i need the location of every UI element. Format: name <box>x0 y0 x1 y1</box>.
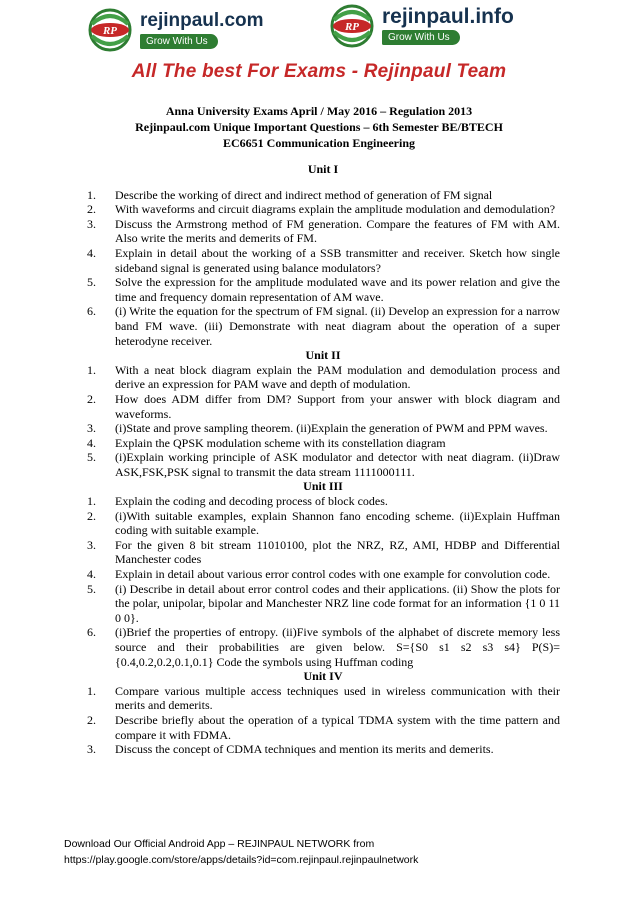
question-item <box>86 450 560 479</box>
question-number: 3. <box>87 742 96 757</box>
question-text: (i)Brief the properties of entropy. (ii)Five symbols of the alphabet of discrete memory less source and their probabilities are given below. S={S0 s1 s2 s3 s4} P(S)={0.4,0.2,0.2,0.1,0.1} Code the symbols using Huffman coding <box>115 625 560 669</box>
question-text: (i)State and prove sampling theorem. (ii)Explain the generation of PWM and PPM waves. <box>115 421 548 436</box>
question-number: 1. <box>87 683 96 698</box>
question-text: Describe briefly about the operation of a typical TDMA system with the time pattern and compare it with FDMA. <box>115 712 560 742</box>
question-item <box>86 582 560 626</box>
question-item <box>86 275 560 304</box>
footer <box>64 836 418 868</box>
question-item <box>86 713 560 742</box>
question-item <box>86 246 560 275</box>
question-number: 1. <box>87 362 96 377</box>
question-text: Discuss the concept of CDMA techniques and mention its merits and demerits. <box>115 742 494 757</box>
logo-name: rejinpaul.info <box>382 5 514 28</box>
question-item <box>86 392 560 421</box>
question-number: 2. <box>87 712 96 727</box>
emblem-text: RP <box>102 25 118 37</box>
question-item <box>86 625 560 669</box>
question-text: (i) Describe in detail about error control codes and their applications. (ii) Show the plots for the polar, unipolar, bipolar and Manchester NRZ line code format for an information {1 0 11 0 0}. <box>115 581 560 625</box>
unit-heading: Unit IV <box>303 669 343 684</box>
question-number: 5. <box>87 450 96 465</box>
question-number: 1. <box>87 187 96 202</box>
question-text: With waveforms and circuit diagrams explain the amplitude modulation and demodulation? <box>115 202 556 217</box>
question-number: 1. <box>87 494 96 509</box>
question-number: 3. <box>87 216 96 231</box>
question-text: (i)With suitable examples, explain Shannon fano encoding scheme. (ii)Explain Huffman coding with suitable example. <box>115 508 560 538</box>
question-item <box>86 436 560 451</box>
question-number: 4. <box>87 567 96 582</box>
logo-tagline: Grow With Us <box>382 30 460 45</box>
footer-link[interactable]: https://play.google.com/store/apps/details?id=com.rejinpaul.rejinpaulnetwork <box>64 854 419 866</box>
question-number: 6. <box>87 304 96 319</box>
subject-title: EC6651 Communication Engineering <box>222 136 415 150</box>
question-number: 3. <box>87 537 96 552</box>
question-item <box>86 509 560 538</box>
question-text: With a neat block diagram explain the PAM modulation and demodulation process and derive an expression for PAM wave and depth of modulation. <box>115 362 560 392</box>
question-item <box>86 421 560 436</box>
question-number: 2. <box>87 202 96 217</box>
question-number: 5. <box>87 275 96 290</box>
question-item <box>86 567 560 582</box>
unit-heading: Unit III <box>303 479 343 494</box>
unit-section <box>86 162 560 348</box>
question-text: (i) Write the equation for the spectrum of FM signal. (ii) Develop an expression for a narrow band FM wave. (iii) Demonstrate with neat diagram about the operation of a super heterodyne receiver. <box>115 304 560 348</box>
question-list <box>86 162 560 757</box>
question-text: Explain the QPSK modulation scheme with its constellation diagram <box>115 435 446 450</box>
question-text: Compare various multiple access techniques used in wireless communication with their merits and demerits. <box>115 683 560 713</box>
question-text: Describe the working of direct and indirect method of generation of FM signal <box>115 187 493 202</box>
question-number: 5. <box>87 581 96 596</box>
question-text: Explain in detail about the working of a SSB transmitter and receiver. Sketch how single sideband signal is generated using balance modulators? <box>115 245 560 275</box>
logo-tagline: Grow With Us <box>140 34 218 49</box>
semester-title: Rejinpaul.com Unique Important Questions – 6th Semester BE/BTECH <box>135 120 503 134</box>
question-item <box>86 494 560 509</box>
rejinpaul-info-logo <box>326 2 514 50</box>
question-text: Explain the coding and decoding process of block codes. <box>115 494 388 509</box>
question-item <box>86 304 560 348</box>
rejinpaul-com-logo <box>84 6 264 54</box>
unit-heading: Unit II <box>305 348 341 363</box>
question-item <box>86 188 560 203</box>
unit-section <box>86 348 560 479</box>
question-number: 4. <box>87 435 96 450</box>
question-number: 2. <box>87 508 96 523</box>
emblem-text: RP <box>344 21 360 33</box>
rp-globe-icon <box>84 6 136 54</box>
question-text: For the given 8 bit stream 11010100, plot the NRZ, RZ, AMI, HDBP and Differential Manchester codes <box>115 537 560 567</box>
question-text: Solve the expression for the amplitude modulated wave and its power relation and give the time and frequency domain representation of AM wave. <box>115 275 560 304</box>
question-number: 2. <box>87 391 96 406</box>
question-item <box>86 363 560 392</box>
question-item <box>86 217 560 246</box>
logo-name: rejinpaul.com <box>140 10 264 31</box>
question-item <box>86 202 560 217</box>
banner-slogan: All The best For Exams - Rejinpaul Team <box>131 61 507 82</box>
question-number: 4. <box>87 245 96 260</box>
question-item <box>86 742 560 757</box>
document-header <box>60 103 578 151</box>
exam-title: Anna University Exams April / May 2016 – Regulation 2013 <box>165 104 473 118</box>
question-text: Discuss the Armstrong method of FM generation. Compare the features of FM with AM. Also write the merits and demerits of FM. <box>115 216 560 246</box>
footer-download-text: Download Our Official Android App – REJINPAUL NETWORK from <box>64 838 375 850</box>
brand-banner <box>0 0 638 88</box>
question-item <box>86 684 560 713</box>
unit-section <box>86 479 560 669</box>
rp-globe-icon <box>326 2 378 50</box>
question-number: 6. <box>87 625 96 640</box>
question-item <box>86 538 560 567</box>
question-text: How does ADM differ from DM? Support from your answer with block diagram and waveforms. <box>115 391 560 421</box>
question-text: Explain in detail about various error control codes with one example for convolution code. <box>115 567 551 582</box>
question-number: 3. <box>87 421 96 436</box>
unit-heading: Unit I <box>307 162 339 176</box>
question-text: (i)Explain working principle of ASK modulator and detector with neat diagram. (ii)Draw ASK,FSK,PSK signal to transmit the data stream 1111000111. <box>115 450 560 479</box>
unit-section <box>86 669 560 757</box>
